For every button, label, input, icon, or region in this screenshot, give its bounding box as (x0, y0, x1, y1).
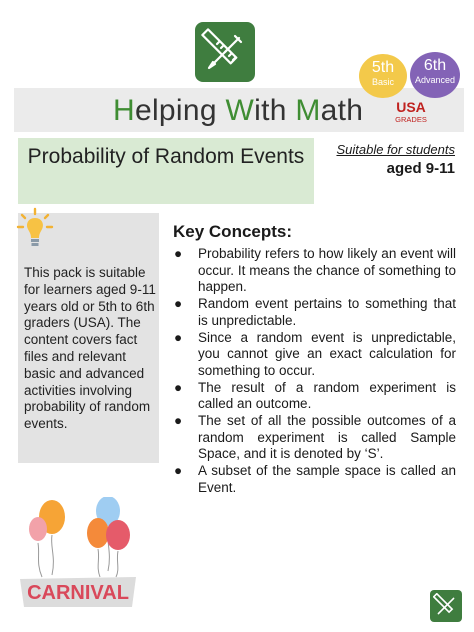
grade-5-label: 5th (371, 59, 395, 76)
carnival-banner-text: CARNIVAL (27, 582, 129, 604)
bullet-icon: ● (174, 379, 183, 395)
grade-6-badge (410, 52, 460, 98)
key-concept-text: A subset of the sample space is called an Event. (198, 463, 456, 495)
logo-icon (195, 22, 255, 82)
brand-part: H (113, 94, 135, 127)
brand-part: elping (134, 94, 226, 127)
subject-title: Probability of Random Events (27, 145, 305, 168)
key-concept-text: The set of all the possible outcomes of a random experiment is called Sample Space, and it is denoted by ‘S’. (198, 413, 456, 461)
key-concept-item (170, 380, 456, 413)
usa-grades-label (386, 100, 436, 125)
grade-5-level: Basic (371, 77, 394, 87)
lightbulb-icon (16, 207, 54, 251)
key-concept-text: Since a random event is unpredictable, you cannot give an exact calculation for something to occur. (198, 329, 456, 378)
pack-description: This pack is suitable for learners aged 9-11 years old or 5th to 6th graders (USA). The content covers fact files and relevant basic and advanced activities involving probability of random events. (24, 265, 156, 432)
corner-logo-icon (430, 590, 462, 622)
key-concepts-list (170, 246, 456, 497)
key-concept-text: Probability refers to how likely an event will occur. It means the chance of something to happen. (198, 246, 456, 294)
grade-6-level: Advanced (414, 75, 456, 85)
balloons-icon (16, 497, 140, 609)
key-concept-text: The result of a random experiment is called an outcome. (198, 379, 456, 411)
key-concept-item (170, 330, 456, 380)
brand-part: M (295, 94, 321, 127)
bullet-icon: ● (174, 413, 183, 428)
suitable-label: Suitable for students (336, 142, 455, 157)
bullet-icon: ● (174, 329, 183, 345)
country-label: USA (396, 99, 426, 115)
grade-6-label: 6th (423, 57, 447, 74)
brand-part: W (225, 94, 255, 127)
bullet-icon: ● (174, 463, 183, 478)
grade-5-badge (359, 54, 407, 98)
grades-label: GRADES (395, 115, 427, 124)
brand-part: ith (254, 94, 296, 127)
key-concept-item (170, 463, 456, 496)
key-concept-item (170, 296, 456, 329)
key-concept-item (170, 413, 456, 463)
bullet-icon: ● (174, 296, 183, 311)
age-label: aged 9-11 (386, 160, 455, 177)
key-concept-text: Random event pertains to something that is unpredictable. (198, 296, 456, 328)
brand-title (113, 92, 363, 130)
key-concepts-title: Key Concepts: (173, 222, 293, 241)
bullet-icon: ● (174, 246, 183, 261)
brand-part: ath (320, 94, 364, 127)
key-concept-item (170, 246, 456, 296)
